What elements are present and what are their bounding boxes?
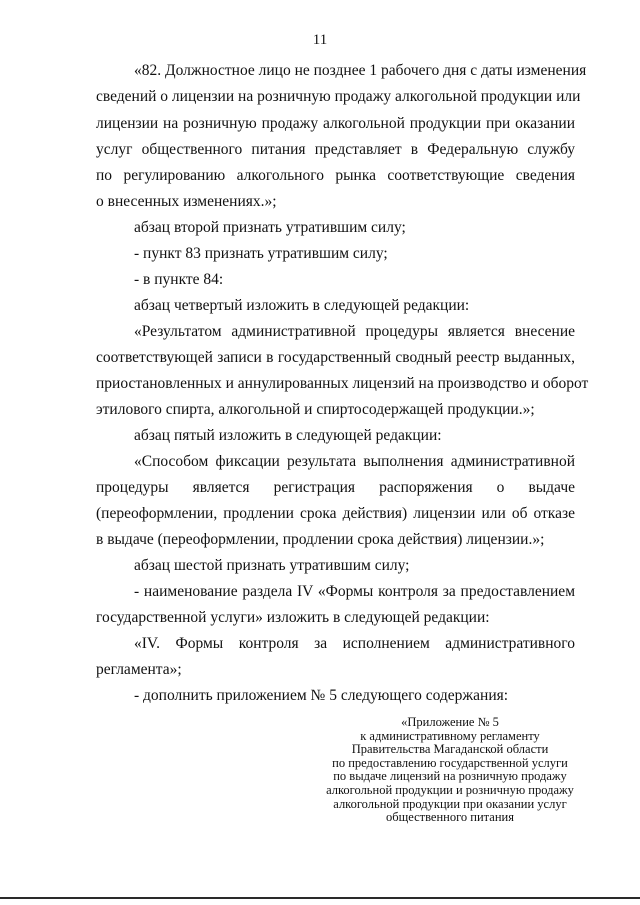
paragraph-line: - наименование раздела IV «Формы контроля за предоставлением xyxy=(134,583,575,600)
appendix-line: Правительства Магаданской области xyxy=(351,742,549,757)
appendix-line: алкогольной продукции при оказании услуг xyxy=(333,796,567,811)
appendix-line: по выдаче лицензий на розничную продажу xyxy=(333,769,567,784)
appendix-line: по предоставлению государственной услуги xyxy=(332,755,568,770)
paragraph-line: - пункт 83 признать утратившим силу; xyxy=(134,245,388,262)
paragraph-line: соответствующей записи в государственный сводный реестр выданных, xyxy=(96,349,575,366)
appendix-line: к административному регламенту xyxy=(360,728,540,743)
appendix-line: «Приложение № 5 xyxy=(401,715,499,729)
paragraph-line: в выдаче (переоформлении, продлении срока действия) лицензии.»; xyxy=(96,531,545,548)
paragraph-line: услуг общественного питания представляет в Федеральную службу xyxy=(96,141,575,158)
paragraph-line: регламента»; xyxy=(96,661,182,678)
paragraph-line: этилового спирта, алкогольной и спиртосодержащей продукции.»; xyxy=(96,401,535,418)
page-bottom-border xyxy=(0,897,640,899)
appendix-line: алкогольной продукции и розничную продажу xyxy=(326,782,574,797)
paragraph-line: «82. Должностное лицо не позднее 1 рабочего дня с даты изменения xyxy=(134,62,587,79)
paragraph-line: процедуры является регистрация распоряжения о выдаче xyxy=(96,479,575,496)
paragraph-line: о внесенных изменениях.»; xyxy=(96,193,277,210)
appendix-header xyxy=(300,716,600,825)
paragraph-line: - в пункте 84: xyxy=(134,271,224,288)
paragraph-line: по регулированию алкогольного рынка соответствующие сведения xyxy=(96,167,575,184)
paragraph-line: сведений о лицензии на розничную продажу алкогольной продукции или xyxy=(96,88,581,105)
paragraph-line: государственной услуги» изложить в следующей редакции: xyxy=(96,609,490,626)
paragraph-line: - дополнить приложением № 5 следующего содержания: xyxy=(134,687,509,704)
appendix-line: общественного питания xyxy=(386,810,514,825)
paragraph-line: «Результатом административной процедуры является внесение xyxy=(134,323,575,340)
paragraph-line: абзац второй признать утратившим силу; xyxy=(134,219,406,236)
paragraph-line: «IV. Формы контроля за исполнением административного xyxy=(134,635,575,652)
paragraph-line: «Способом фиксации результата выполнения административной xyxy=(134,453,575,470)
paragraph-line: абзац пятый изложить в следующей редакции: xyxy=(134,427,442,444)
paragraph-line: абзац четвертый изложить в следующей редакции: xyxy=(134,297,470,314)
paragraph-line: абзац шестой признать утратившим силу; xyxy=(134,557,410,574)
page-number: 11 xyxy=(312,32,328,48)
paragraph-line: (переоформлении, продлении срока действия) лицензии или об отказе xyxy=(96,505,575,522)
paragraph-line: приостановленных и аннулированных лицензий на производство и оборот xyxy=(96,375,589,392)
paragraph-line: лицензии на розничную продажу алкогольной продукции при оказании xyxy=(96,115,575,132)
